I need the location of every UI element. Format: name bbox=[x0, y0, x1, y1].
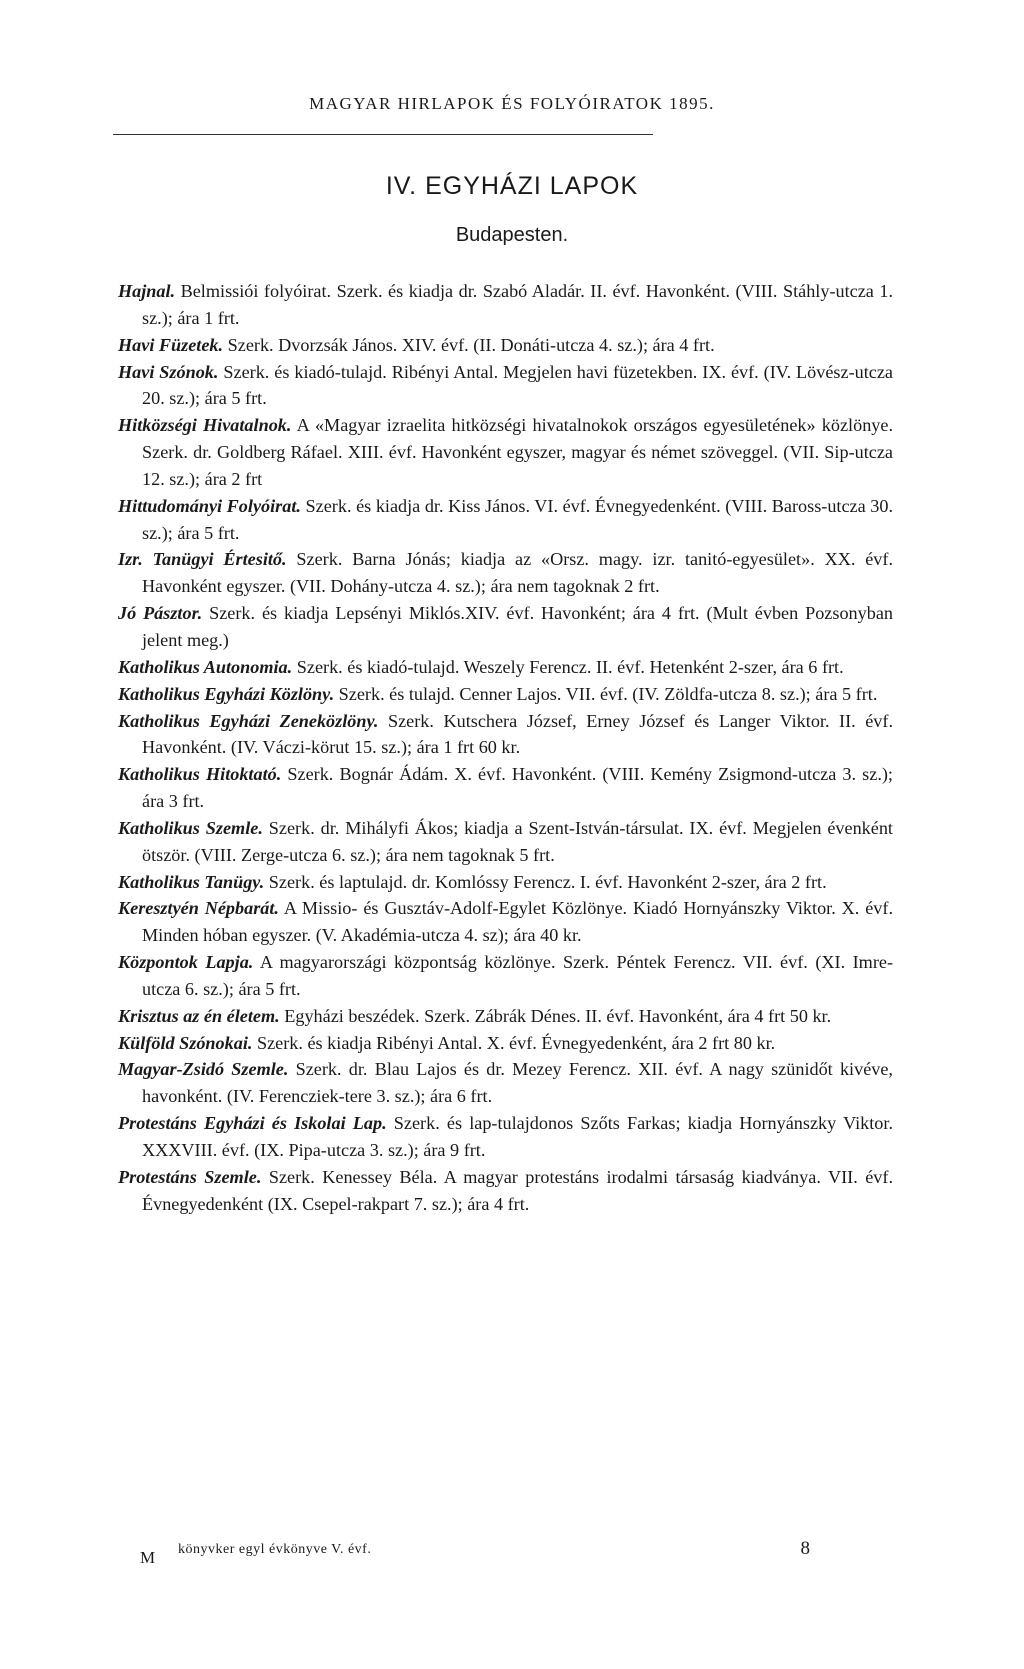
entry-body: Szerk. és tulajd. Cenner Lajos. VII. évf. (IV. Zöldfa-utcza 8. sz.); ára 5 frt. bbox=[334, 683, 878, 704]
entry-body: A Missio- és Gusztáv-Adolf-Egylet Közlönye. Kiadó Hornyánszky Viktor. X. évf. Minden hóban egyszer. (V. Akadémia-utcza 4. sz); ára 40 kr. bbox=[142, 898, 893, 946]
entry bbox=[118, 1110, 893, 1164]
entry-body: Szerk. és kiadja Lepsényi Miklós.XIV. évf. Havonként; ára 4 frt. (Mult évben Pozsonyban jelent meg.) bbox=[142, 603, 893, 650]
entry-body: Szerk. dr. Mihályfi Ákos; kiadja a Szent-István-társulat. IX. évf. Megjelen évenként ötször. (VIII. Zerge-utcza 6. sz.); ára nem tagoknak 5 frt. bbox=[142, 817, 893, 865]
entry-title: Havi Füzetek. bbox=[118, 334, 224, 355]
entry-title: Katholikus Hitoktató. bbox=[118, 764, 282, 785]
entry-body: A magyarországi központság közlönye. Szerk. Péntek Ferencz. VII. évf. (XI. Imre-utcza 6. sz.); ára 5 frt. bbox=[142, 952, 893, 999]
entry-title: Katholikus Egyházi Zeneközlöny. bbox=[118, 710, 379, 731]
entry-title: Jó Pásztor. bbox=[118, 603, 203, 624]
entry-body: Szerk. Barna Jónás; kiadja az «Orsz. magy. izr. tanitó-egyesület». XX. évf. Havonként egyszer. (VII. Dohány-utcza 4. sz.); ára nem tagoknak 2 frt. bbox=[142, 549, 893, 597]
entry bbox=[118, 1056, 893, 1110]
entry-title: Katholikus Szemle. bbox=[118, 817, 263, 838]
entry bbox=[118, 493, 893, 547]
entry bbox=[118, 332, 893, 359]
running-head: MAGYAR HIRLAPOK ÉS FOLYÓIRATOK 1895. bbox=[309, 94, 715, 113]
entry-title: Katholikus Tanügy. bbox=[118, 871, 265, 892]
entry-title: Hittudományi Folyóirat. bbox=[118, 495, 301, 516]
signature-mark: M bbox=[140, 1548, 156, 1567]
entry-title: Protestáns Egyházi és Iskolai Lap. bbox=[118, 1113, 387, 1134]
entry-title: Központok Lapja. bbox=[118, 952, 254, 973]
entry-body: Szerk. és laptulajd. dr. Komlóssy Ferencz. I. évf. Havonként 2-szer, ára 2 frt. bbox=[264, 871, 827, 892]
entry-body: Szerk. és kiadó-tulajd. Weszely Ferencz. II. évf. Hetenként 2-szer, ára 6 frt. bbox=[292, 656, 844, 677]
entry-body: A «Magyar izraelita hitközségi hivatalnokok országos egyesületének» közlönye. Szerk. dr. Goldberg Ráfael. XIII. évf. Havonként egyszer, magyar és német szöveggel. (VII. Sip-utcza 12. sz.); ára 2 frt bbox=[142, 415, 893, 489]
entry-title: Havi Szónok. bbox=[118, 361, 219, 382]
entry-title: Keresztyén Népbarát. bbox=[118, 898, 279, 919]
sheet-number: 8 bbox=[800, 1538, 810, 1559]
entry-body: Szerk. és kiadja Ribényi Antal. X. évf. Évnegyedenként, ára 2 frt 80 kr. bbox=[252, 1032, 776, 1053]
entry bbox=[118, 546, 893, 600]
section-title: IV. EGYHÁZI LAPOK bbox=[385, 172, 639, 200]
entry-body: Szerk. és kiadja dr. Kiss János. VI. évf. Évnegyedenként. (VIII. Baross-utcza 30. sz.); ára 5 frt. bbox=[142, 495, 894, 543]
entry bbox=[118, 949, 893, 1003]
entry-body: Szerk. Kenessey Béla. A magyar protestáns irodalmi társaság kiadványa. VII. évf. Évnegyedenként (IX. Csepel-rakpart 7. sz.); ára 4 frt. bbox=[142, 1166, 894, 1214]
entry bbox=[118, 1164, 893, 1218]
entry bbox=[118, 1003, 893, 1030]
entry-body: Egyházi beszédek. Szerk. Zábrák Dénes. II. évf. Havonként, ára 4 frt 50 kr. bbox=[279, 1005, 832, 1026]
entry-title: Magyar-Zsidó Szemle. bbox=[118, 1059, 289, 1080]
entry-body: Szerk. és kiadó-tulajd. Ribényi Antal. Megjelen havi füzetekben. IX. évf. (IV. Lövész-utcza 20. sz.); ára 5 frt. bbox=[142, 361, 893, 409]
city-heading: Budapesten. bbox=[455, 224, 569, 246]
entry-list bbox=[118, 278, 893, 1218]
entry-body: Szerk. és lap-tulajdonos Szőts Farkas; kiadja Hornyánszky Viktor. XXXVIII. évf. (IX. Pipa-utcza 3. sz.); ára 9 frt. bbox=[142, 1113, 894, 1160]
entry-title: Hitközségi Hivatalnok. bbox=[118, 415, 292, 436]
entry-body: Szerk. Bognár Ádám. X. évf. Havonként. (VIII. Kemény Zsigmond-utcza 3. sz.); ára 3 frt. bbox=[142, 764, 893, 812]
entry bbox=[118, 654, 893, 681]
entry bbox=[118, 761, 893, 815]
entry bbox=[118, 412, 893, 493]
entry-title: Izr. Tanügyi Értesitő. bbox=[118, 549, 287, 570]
entry bbox=[118, 600, 893, 654]
entry bbox=[118, 681, 893, 708]
entry-title: Hajnal. bbox=[118, 281, 176, 301]
entry-body: Szerk. Kutschera József, Erney József és Langer Viktor. II. évf. Havonként. (IV. Váczi-körut 15. sz.); ára 1 frt 60 kr. bbox=[142, 710, 894, 758]
entry bbox=[118, 815, 893, 869]
entry-body: Belmissiói folyóirat. Szerk. és kiadja dr. Szabó Aladár. II. évf. Havonként. (VIII. Stáhly-utcza 1. sz.); ára 1 frt. bbox=[142, 281, 893, 328]
entry-title: Katholikus Autonomia. bbox=[118, 656, 293, 677]
page-footer bbox=[140, 1538, 810, 1572]
entry-title: Protestáns Szemle. bbox=[118, 1166, 262, 1187]
entry-body: Szerk. Dvorzsák János. XIV. évf. (II. Donáti-utcza 4. sz.); ára 4 frt. bbox=[223, 334, 715, 355]
entry-title: Krisztus az én életem. bbox=[118, 1005, 280, 1026]
entry bbox=[118, 869, 893, 896]
entry bbox=[118, 708, 893, 762]
entry bbox=[118, 359, 893, 413]
entry bbox=[118, 1030, 893, 1057]
entry bbox=[118, 278, 893, 332]
header-rule bbox=[113, 134, 653, 135]
entry bbox=[118, 895, 893, 949]
entry-title: Katholikus Egyházi Közlöny. bbox=[118, 683, 335, 704]
entry-body: Szerk. dr. Blau Lajos és dr. Mezey Ferencz. XII. évf. A nagy szünidőt kivéve, havonként. (IV. Ferencziek-tere 3. sz.); ára 6 frt. bbox=[142, 1059, 893, 1107]
entry-title: Külföld Szónokai. bbox=[118, 1032, 253, 1053]
book-title: könyvker egyl évkönyve V. évf. bbox=[178, 1542, 372, 1557]
